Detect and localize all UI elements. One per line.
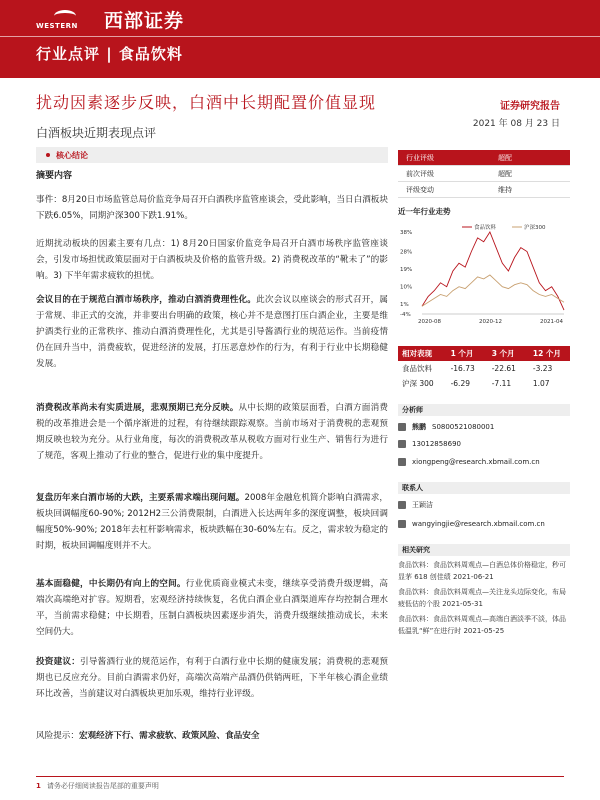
y-tick-label: 10% [400, 284, 413, 291]
header-divider [0, 36, 600, 37]
table-row: 沪深 300 -6.29 -7.11 1.07 [402, 379, 550, 388]
report-date: 2021 年 08 月 23 日 [472, 119, 560, 129]
legend-label: 沪深300 [524, 225, 546, 231]
person-icon [398, 501, 406, 509]
person-icon [398, 423, 406, 431]
table-row: 前次评级 超配 [398, 166, 570, 182]
y-tick-label: 19% [400, 267, 413, 274]
list-item[interactable]: 食品饮料：食品饮料周观点—高端白酒淡季不淡，体品低温乳“鲜”在进行时 2021-05-25 [398, 615, 566, 635]
legend-label: 食品饮料 [474, 225, 497, 231]
table-row: 评级变动 维持 [398, 182, 570, 198]
paragraph-risk: 风险提示：宏观经济下行、需求疲软、政策风险、食品安全 [36, 731, 260, 741]
report-subtitle: 白酒板块近期表现点评 [36, 126, 157, 140]
trend-title: 近一年行业走势 [398, 207, 451, 216]
table-row: 相对表现 1 个月 3 个月 12 个月 [398, 346, 570, 361]
list-item[interactable]: 食品饮料：食品饮料周观点—关注龙头边际变化，布局疲低估的个股 2021-05-31 [398, 588, 566, 608]
report-badge: 证券研究报告 [500, 101, 560, 112]
contact-email[interactable]: wangyingjie@research.xbmail.com.cn [398, 520, 545, 528]
performance-table [398, 346, 570, 391]
phone-icon [398, 440, 406, 448]
analyst-label: 分析师 [398, 404, 570, 416]
email-icon [398, 520, 406, 528]
paragraph-meeting: 会议目的在于规范白酒市场秩序，推动白酒消费理性化。此次会议以座谈会的形式召开，属于常规、非正式的交流，并非要出台明确的政策，核心并不是意图打压白酒企业，主要是维护酒类行业的正常秩序、推动白酒消费理性化，尤其是引导酱酒行业的规范运作。当前疫情仍在回升当中，消费疲软，促进经济的发展，打压恶意炒作的行为，有利于行业中长期稳健发展。 [36, 295, 388, 369]
related-label: 相关研究 [398, 544, 570, 556]
report-header [0, 0, 600, 78]
paragraph-advice: 投资建议：引导酱酒行业的规范运作，有利于白酒行业中长期的健康发展；消费税的悲观预期也已反应充分。目前白酒需求仍好，高端次高端产品酒仍供销两旺，下半年核心酒企业绩环比改善，当前建议对白酒板块更加乐观，维持行业评级。 [36, 657, 388, 699]
core-label: 核心结论 [56, 150, 88, 160]
logo-icon: WESTERN [36, 10, 96, 30]
paragraph-factors: 近期扰动板块的因素主要有几点：1) 8月20日国家价监竞争局召开白酒市场秩序监管座谈会，引发市场担忧政策层面对于白酒板块及价格的监管升级。2) 消费税改革的“靴未了”的影响。3) 下半年需求疲软的担忧。 [36, 239, 388, 281]
email-icon [398, 458, 406, 466]
contact-name: 王颖洁 [398, 500, 433, 510]
core-conclusion-bar [36, 147, 388, 163]
trend-chart [398, 222, 570, 330]
y-tick-label: 28% [400, 249, 413, 256]
rating-table [398, 150, 570, 198]
report-type: 行业点评 | 食品饮料 [36, 45, 183, 63]
list-item[interactable]: 食品饮料：食品饮料周观点—白酒总体价格稳定，秒可显茅 618 创佳绩 2021-06-21 [398, 561, 566, 581]
x-tick-label: 2021-04 [540, 319, 563, 325]
bullet-icon [46, 153, 50, 157]
report-title: 扰动因素逐步反映，白酒中长期配置价值显现 [36, 93, 377, 112]
analyst-phone: 13012858690 [398, 440, 461, 448]
x-tick-label: 2020-08 [418, 319, 441, 325]
table-row: 行业评级 超配 [398, 150, 570, 166]
analyst-email[interactable]: xiongpeng@research.xbmail.com.cn [398, 458, 540, 466]
analyst-name: 熊鹏 S0800521080001 [398, 422, 494, 432]
company-logo [36, 6, 184, 33]
y-tick-label: -4% [400, 312, 411, 318]
series-line [422, 275, 564, 306]
disclaimer-note: 请务必仔细阅读报告尾部的重要声明 [46, 782, 159, 790]
paragraph-tax: 消费税改革尚未有实质进展，悲观预期已充分反映。从中长期的政策层面看，白酒方面消费税的改革推进会是一个循序渐进的过程，有待继续跟踪观察。当前市场对于消费税的悲观预期反映也较为充分。从行业角度，每次的消费税改革从税收方面对行业生产、销售行为进行了规范，客观上推动了行业的整合，促进行业的集中度提升。 [36, 403, 388, 461]
logo-text: 西部证券 [104, 10, 185, 32]
y-tick-label: 38% [400, 230, 413, 236]
paragraph-event: 事件：8月20日市场监管总局价监竞争局召开白酒秩序监管座谈会，受此影响，当日白酒板块下跌6.05%，同期沪深300下跌1.91%。 [36, 195, 388, 221]
summary-heading: 摘要内容 [36, 171, 73, 181]
contact-label: 联系人 [398, 482, 570, 494]
related-research [398, 560, 570, 637]
series-line [422, 232, 564, 310]
y-tick-label: 1% [400, 302, 409, 309]
table-row: 食品饮料 -16.73 -22.61 -3.23 [402, 364, 553, 373]
x-tick-label: 2020-12 [479, 319, 502, 325]
page-number: 1 [36, 782, 41, 790]
paragraph-fundamentals: 基本面稳健，中长期仍有向上的空间。行业优质商业模式未变，继续享受消费升级逻辑，高端次高端绝对扩容。短期看，宏观经济持续恢复，名优白酒企业白酒渠道库存均控制合理水平，当前需求稳健；中长期看，压制白酒板块因素逐步消失，消费升级继续推动成长，未来空间仍大。 [36, 579, 388, 637]
page-footer [36, 776, 564, 791]
paragraph-history: 复盘历年来白酒市场的大跌，主要系需求端出现问题。2008年金融危机简介影响白酒需求，板块回调幅度60-90%; 2012H2三公消费限制，白酒进入长达两年多的深度调整，板块回调幅度50%-90%; 2018年去杠杆影响需求，板块跌幅在30-60%左右。反之，需求较为稳定的时期，板块回调幅度则并不大。 [36, 493, 388, 551]
